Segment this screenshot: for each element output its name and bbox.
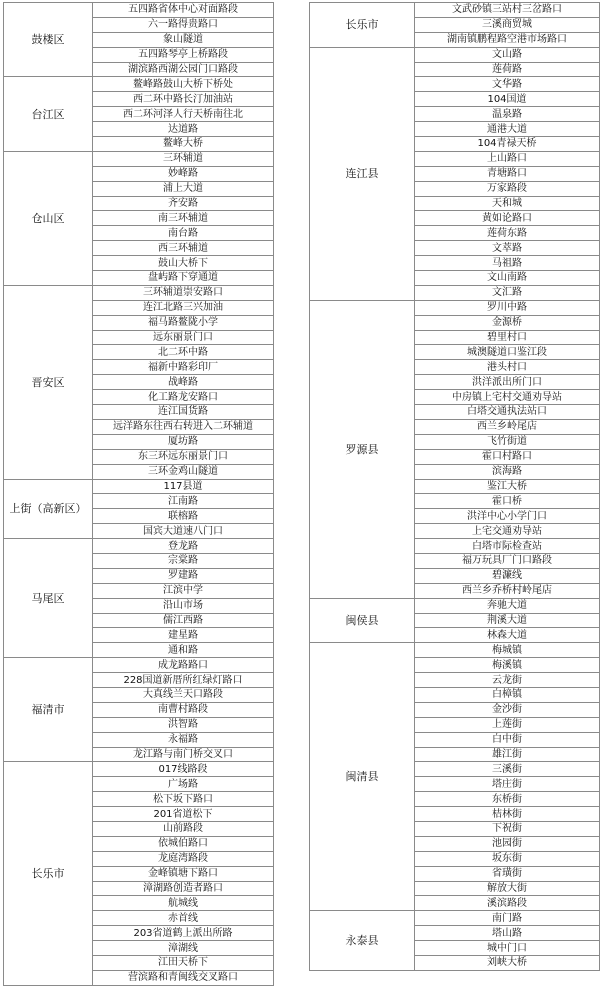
location-cell: 文汇路 xyxy=(415,285,600,300)
location-cell: 江田天桥下 xyxy=(93,956,274,971)
table-row xyxy=(310,300,600,315)
table-row xyxy=(310,598,600,613)
location-cell: 塔山路 xyxy=(415,926,600,941)
location-cell: 溪滨路段 xyxy=(415,896,600,911)
location-cell: 梅城镇 xyxy=(415,643,600,658)
right-road-table xyxy=(309,2,600,971)
location-cell: 战峰路 xyxy=(93,375,274,390)
location-cell: 白中街 xyxy=(415,732,600,747)
location-cell: 沿山市场 xyxy=(93,598,274,613)
district-cell: 上街（高新区） xyxy=(4,479,93,539)
location-cell: 坂东街 xyxy=(415,851,600,866)
location-cell: 塔庄街 xyxy=(415,777,600,792)
location-cell: 西二环河泽人行天桥南往北 xyxy=(93,107,274,122)
location-cell: 三环辅道崇安路口 xyxy=(93,285,274,300)
location-cell: 西兰乡岭尾店 xyxy=(415,419,600,434)
location-cell: 奔驰大道 xyxy=(415,598,600,613)
district-cell: 罗源县 xyxy=(310,300,415,598)
location-cell: 儒江西路 xyxy=(93,613,274,628)
location-cell: 西三环辅道 xyxy=(93,241,274,256)
location-cell: 上宅交通劝导站 xyxy=(415,524,600,539)
location-cell: 霍口桥 xyxy=(415,494,600,509)
location-cell: 三环辅道 xyxy=(93,151,274,166)
location-cell: 解放大街 xyxy=(415,881,600,896)
table-row xyxy=(4,77,274,92)
location-cell: 龙庭湾路段 xyxy=(93,851,274,866)
location-cell: 赤首线 xyxy=(93,911,274,926)
location-cell: 文山路 xyxy=(415,47,600,62)
location-cell: 福马路鳌陇小学 xyxy=(93,315,274,330)
location-cell: 云龙街 xyxy=(415,673,600,688)
location-cell: 霍口村路口 xyxy=(415,449,600,464)
location-cell: 117县道 xyxy=(93,479,274,494)
location-cell: 罗建路 xyxy=(93,568,274,583)
location-cell: 宗棠路 xyxy=(93,553,274,568)
location-cell: 洪洋中心小学门口 xyxy=(415,509,600,524)
table-row xyxy=(4,762,274,777)
location-cell: 浦上大道 xyxy=(93,181,274,196)
district-cell: 闽清县 xyxy=(310,643,415,911)
location-cell: 永福路 xyxy=(93,732,274,747)
location-cell: 三溪街 xyxy=(415,762,600,777)
location-cell: 三环金鸡山隧道 xyxy=(93,464,274,479)
location-cell: 远东丽景门口 xyxy=(93,330,274,345)
table-row xyxy=(310,3,600,18)
location-cell: 金峰镇塘下路口 xyxy=(93,866,274,881)
district-cell: 晋安区 xyxy=(4,285,93,479)
location-cell: 南曹村路段 xyxy=(93,702,274,717)
table-row xyxy=(310,911,600,926)
location-cell: 上山路口 xyxy=(415,151,600,166)
location-cell: 联榕路 xyxy=(93,509,274,524)
location-cell: 通和路 xyxy=(93,643,274,658)
location-cell: 福新中路彩印厂 xyxy=(93,360,274,375)
location-cell: 罗川中路 xyxy=(415,300,600,315)
location-cell: 104青禄天桥 xyxy=(415,137,600,152)
location-cell: 莲荷路 xyxy=(415,62,600,77)
location-cell: 五四路省体中心对面路段 xyxy=(93,3,274,18)
location-cell: 西二环中路长汀加油站 xyxy=(93,92,274,107)
location-cell: 鳌峰大桥 xyxy=(93,137,274,152)
district-cell: 鼓楼区 xyxy=(4,3,93,77)
table-row xyxy=(310,643,600,658)
location-cell: 城中门口 xyxy=(415,941,600,956)
location-cell: 金沙街 xyxy=(415,702,600,717)
location-cell: 中房镇上宅村交通劝导站 xyxy=(415,390,600,405)
location-cell: 三溪商贸城 xyxy=(415,17,600,32)
location-cell: 远洋路东往西右转进入二环辅道 xyxy=(93,419,274,434)
district-cell: 台江区 xyxy=(4,77,93,151)
location-cell: 刘峡大桥 xyxy=(415,956,600,971)
location-cell: 龙江路与南门桥交叉口 xyxy=(93,747,274,762)
location-cell: 江滨中学 xyxy=(93,583,274,598)
location-cell: 漳湖线 xyxy=(93,941,274,956)
location-cell: 黄如论路口 xyxy=(415,211,600,226)
location-cell: 六一路得贵路口 xyxy=(93,17,274,32)
location-cell: 齐安路 xyxy=(93,196,274,211)
location-cell: 漳湖路创造者路口 xyxy=(93,881,274,896)
location-cell: 东桥街 xyxy=(415,792,600,807)
location-cell: 碧濂线 xyxy=(415,568,600,583)
location-cell: 203省道鹤上派出所路 xyxy=(93,926,274,941)
location-cell: 湖滨路西湖公园门口路段 xyxy=(93,62,274,77)
location-cell: 厦坊路 xyxy=(93,434,274,449)
location-cell: 碧里村口 xyxy=(415,330,600,345)
location-cell: 青塘路口 xyxy=(415,166,600,181)
location-cell: 鳌峰路鼓山大桥下桥处 xyxy=(93,77,274,92)
location-cell: 莲荷东路 xyxy=(415,226,600,241)
location-cell: 池园街 xyxy=(415,836,600,851)
table-row xyxy=(4,285,274,300)
location-cell: 登龙路 xyxy=(93,539,274,554)
district-cell: 长乐市 xyxy=(4,762,93,985)
location-cell: 省璜街 xyxy=(415,866,600,881)
location-cell: 连江北路三兴加油 xyxy=(93,300,274,315)
table-row xyxy=(310,47,600,62)
location-cell: 鼓山大桥下 xyxy=(93,256,274,271)
location-cell: 荆溪大道 xyxy=(415,613,600,628)
location-cell: 连江国货路 xyxy=(93,405,274,420)
location-cell: 盘屿路下穿通道 xyxy=(93,271,274,286)
location-cell: 妙峰路 xyxy=(93,166,274,181)
location-cell: 雄江街 xyxy=(415,747,600,762)
location-cell: 依城伯路口 xyxy=(93,836,274,851)
location-cell: 天和城 xyxy=(415,196,600,211)
location-cell: 文山南路 xyxy=(415,271,600,286)
location-cell: 大真线兰天口路段 xyxy=(93,687,274,702)
district-cell: 马尾区 xyxy=(4,539,93,658)
location-cell: 湖南镇鹏程路空港市场路口 xyxy=(415,32,600,47)
district-cell: 长乐市 xyxy=(310,3,415,48)
location-cell: 南三环辅道 xyxy=(93,211,274,226)
location-cell: 达道路 xyxy=(93,122,274,137)
location-cell: 林森大道 xyxy=(415,628,600,643)
location-cell: 金源桥 xyxy=(415,315,600,330)
location-cell: 江南路 xyxy=(93,494,274,509)
location-cell: 北二环中路 xyxy=(93,345,274,360)
location-cell: 白塔交通执法站口 xyxy=(415,405,600,420)
location-cell: 航城线 xyxy=(93,896,274,911)
left-road-table xyxy=(3,2,274,986)
table-row xyxy=(4,479,274,494)
location-cell: 西兰乡乔桥村岭尾店 xyxy=(415,583,600,598)
location-cell: 上莲街 xyxy=(415,717,600,732)
location-cell: 梅溪镇 xyxy=(415,658,600,673)
table-row xyxy=(4,151,274,166)
location-cell: 国宾大道速八门口 xyxy=(93,524,274,539)
location-cell: 马祖路 xyxy=(415,256,600,271)
location-cell: 104国道 xyxy=(415,92,600,107)
location-cell: 通港大道 xyxy=(415,122,600,137)
location-cell: 化工路龙安路口 xyxy=(93,390,274,405)
district-cell: 连江县 xyxy=(310,47,415,300)
location-cell: 飞竹街道 xyxy=(415,434,600,449)
location-cell: 象山隧道 xyxy=(93,32,274,47)
location-cell: 228国道新厝所红绿灯路口 xyxy=(93,673,274,688)
location-cell: 文华路 xyxy=(415,77,600,92)
location-cell: 南门路 xyxy=(415,911,600,926)
location-cell: 松下坂下路口 xyxy=(93,792,274,807)
location-cell: 东三环远东丽景门口 xyxy=(93,449,274,464)
location-cell: 洪洋派出所门口 xyxy=(415,375,600,390)
location-cell: 万家路段 xyxy=(415,181,600,196)
district-cell: 永泰县 xyxy=(310,911,415,971)
location-cell: 营滨路和青闽线交叉路口 xyxy=(93,970,274,985)
district-cell: 仓山区 xyxy=(4,151,93,285)
table-row xyxy=(4,3,274,18)
location-cell: 南台路 xyxy=(93,226,274,241)
location-cell: 文武砂镇三站村三岔路口 xyxy=(415,3,600,18)
location-cell: 文萃路 xyxy=(415,241,600,256)
location-cell: 桔林街 xyxy=(415,807,600,822)
location-cell: 城澳隧道口鉴江段 xyxy=(415,345,600,360)
location-cell: 201省道松下 xyxy=(93,807,274,822)
location-cell: 白樟镇 xyxy=(415,687,600,702)
location-cell: 温泉路 xyxy=(415,107,600,122)
location-cell: 洪智路 xyxy=(93,717,274,732)
location-cell: 建星路 xyxy=(93,628,274,643)
table-row xyxy=(4,658,274,673)
location-cell: 白塔市际检查站 xyxy=(415,539,600,554)
location-cell: 福万玩具厂门口路段 xyxy=(415,553,600,568)
location-cell: 滨海路 xyxy=(415,464,600,479)
location-cell: 五四路琴亭上桥路段 xyxy=(93,47,274,62)
district-cell: 福清市 xyxy=(4,658,93,762)
location-cell: 港头村口 xyxy=(415,360,600,375)
location-cell: 下祝街 xyxy=(415,821,600,836)
location-cell: 鉴江大桥 xyxy=(415,479,600,494)
table-row xyxy=(4,539,274,554)
location-cell: 017线路段 xyxy=(93,762,274,777)
location-cell: 山前路段 xyxy=(93,821,274,836)
district-cell: 闽侯县 xyxy=(310,598,415,643)
location-cell: 广场路 xyxy=(93,777,274,792)
location-cell: 成龙路路口 xyxy=(93,658,274,673)
